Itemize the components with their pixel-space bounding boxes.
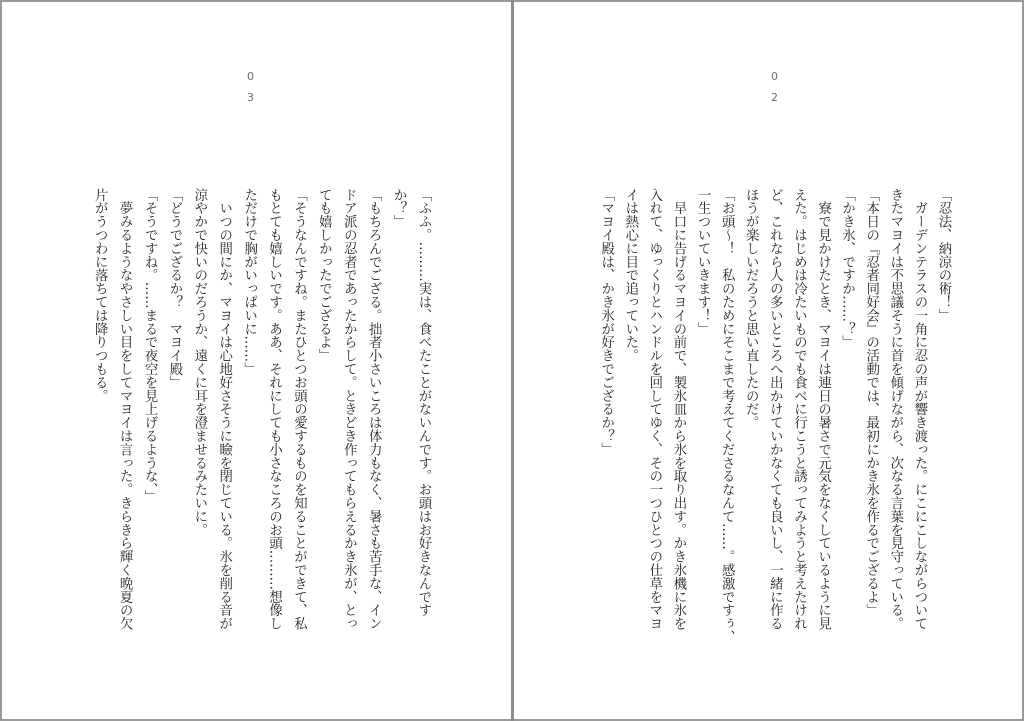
vertical-text-body <box>593 188 955 658</box>
text-line: ど、これなら人の多いところへ出かけていかなくても良いし、一緒に作る <box>767 188 783 631</box>
text-line: ても嬉しかったでござるよ」 <box>316 188 332 363</box>
page-number: 03 <box>244 70 257 112</box>
text-line: か？」 <box>391 188 407 229</box>
text-line: 「マヨイ殿は、かき氷が好きでござるか？」 <box>598 188 614 456</box>
text-line: 「どうでござるか？ マヨイ殿」 <box>166 188 182 389</box>
text-line: 一生ついていきます！」 <box>695 188 711 336</box>
text-line: 「もちろんでござる。拙者小さいころは体力もなく、暑さも苦手な、イン <box>366 188 382 631</box>
text-line: 「忍法、納涼の術！」 <box>936 188 951 322</box>
text-line: ほうが楽しいだろうと思い直したのだ。 <box>743 188 759 430</box>
text-line: ガーデンテラスの一角に忍の声が響き渡った。にこにこしながらついて <box>911 188 927 631</box>
text-line: 「かき氷、ですか……？」 <box>839 188 855 349</box>
text-line: 涼やかで快いのだろうか、遠くに耳を澄ませるみたいに。 <box>191 188 207 537</box>
text-line: 片がうつわに落ちては降りつもる。 <box>92 188 108 403</box>
text-line: 夢みるようなやさしい目をしてマヨイは言った。きらきら輝く晩夏の欠 <box>117 188 133 631</box>
text-line: いつの間にか、マヨイは心地好さそうに瞼を閉じている。氷を削る音が <box>216 188 232 631</box>
right-page <box>514 0 1024 721</box>
text-line: 「お頭～！ 私のためにそこまで考えてくださるなんて……。感激ですぅ、 <box>719 188 735 644</box>
text-line: きたマヨイは不思議そうに首を傾げながら、次なる言葉を見守っている。 <box>887 188 903 631</box>
text-line: えた。はじめは冷たいものでも食べに行こうと誘ってみようと考えたけれ <box>791 188 807 631</box>
text-line: ドア派の忍者であったからして。ときどき作ってもらえるかき氷が、とっ <box>341 188 357 631</box>
page-number: 02 <box>768 70 781 112</box>
text-line: もとても嬉しいです。ああ、それにしても小さなころのお頭………想像し <box>266 188 282 631</box>
text-line: 早口に告げるマヨイの前で、製氷皿から氷を取り出す。かき氷機に氷を <box>670 188 686 631</box>
text-line: 「ふふ。………実は、食べたことがないんです。お頭はお好きなんです <box>416 188 431 617</box>
text-line: 入れて、ゆっくりとハンドルを回してゆく、その一つひとつの仕草をマヨ <box>646 188 662 631</box>
text-line: 「そうですね。……まるで夜空を見上げるような、」 <box>142 188 158 503</box>
text-line: 「本日の『忍者同好会』の活動では、最初にかき氷を作るでござるよ」 <box>863 188 879 617</box>
text-line: ただけで胸がいっぱいに……」 <box>241 188 257 376</box>
left-page <box>0 0 511 721</box>
vertical-text-body <box>86 188 435 658</box>
text-line: 寮で見かけたとき、マヨイは連日の暑さで元気をなくしているように見 <box>815 188 831 631</box>
text-line: イは熱心に目で追っていた。 <box>622 188 638 363</box>
text-line: 「そうなんですね。またひとつお頭の愛するものを知ることができて、私 <box>291 188 307 631</box>
